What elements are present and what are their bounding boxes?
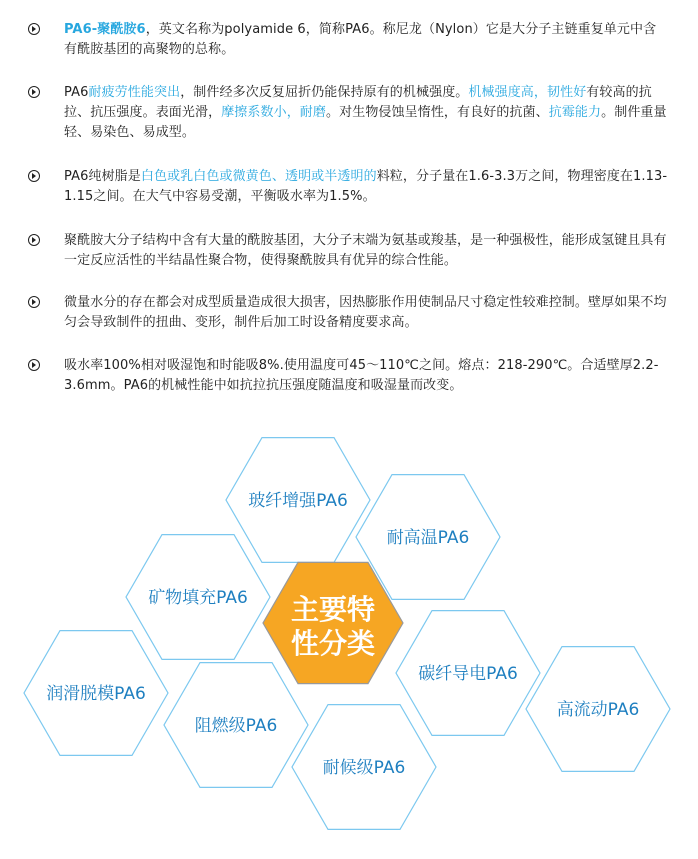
body-text: ，英文名称为polyamide 6，简称PA6。称尼龙（Nylon）它是大分子主链重复单元中含有酰胺基团的高聚物的总称。 [64,22,657,57]
list-item [28,293,668,333]
category-label: 阻燃级PA6 [194,716,278,736]
center-title-line1: 主要特 [290,593,376,626]
list-item-text [64,167,668,207]
category-label: 润滑脱模PA6 [46,684,146,704]
highlight-text: 机械强度高，韧性好 [468,85,587,100]
list-item-text [64,231,668,271]
category-label: 玻纤增强PA6 [248,491,348,511]
body-text: 吸水率100%相对吸湿饱和时能吸8%.使用温度可45～110℃之间。熔点：218-290℃。合适壁厚2.2-3.6mm。PA6的机械性能中如抗拉抗压强度随温度和吸湿量而改变。 [64,358,659,393]
circle-arrow-icon [28,296,40,308]
body-text: PA6纯树脂是 [64,169,141,184]
category-label: 耐高温PA6 [386,528,470,548]
list-item-text [64,356,668,396]
highlight-text: PA6-聚酰胺6 [64,22,146,37]
list-item [28,167,668,207]
list-item-text [64,20,668,60]
honeycomb-diagram [0,425,698,859]
circle-arrow-icon [28,359,40,371]
list-item-text [64,83,668,143]
category-label: 耐候级PA6 [322,758,406,778]
body-text: 微量水分的存在都会对成型质量造成很大损害，因热膨胀作用使制品尺寸稳定性较难控制。壁厚如果不均匀会导致制件的扭曲、变形，制件后加工时设备精度要求高。 [64,295,667,330]
highlight-text: 耐疲劳性能突出 [88,85,181,100]
circle-arrow-icon [28,234,40,246]
body-text: 聚酰胺大分子结构中含有大量的酰胺基团，大分子末端为氨基或羧基，是一种强极性，能形成氢键且具有一定反应活性的半结晶性聚合物，使得聚酰胺具有优异的综合性能。 [64,233,667,268]
list-item [28,356,668,396]
category-label: 高流动PA6 [556,700,640,720]
highlight-text: 抗霉能力 [548,105,602,120]
circle-arrow-icon [28,23,40,35]
circle-arrow-icon [28,170,40,182]
list-item-text [64,293,668,333]
list-item [28,83,668,143]
highlight-text: 摩擦系数小，耐磨 [221,105,327,120]
body-text: 料粒，分子量在1.6-3.3万之间，物理密度在1.13-1.15之间。在大气中容易受潮，平衡吸水率为1.5%。 [64,169,668,204]
highlight-text: 白色或乳白色或微黄色、透明或半透明的 [140,169,377,184]
body-text: PA6 [64,85,89,100]
list-item [28,20,668,60]
category-label: 矿物填充PA6 [148,588,248,608]
body-text: 。制件重量轻、易染色、易成型。 [64,105,667,140]
center-title-line2: 性分类 [290,627,376,660]
category-label: 碳纤导电PA6 [418,664,518,684]
body-text: ，制件经多次反复屈折仍能保持原有的机械强度。 [180,85,469,100]
body-text: 有较高的抗拉、抗压强度。表面光滑， [64,85,652,120]
list-item [28,231,668,271]
circle-arrow-icon [28,86,40,98]
body-text: 。对生物侵蚀呈惰性，有良好的抗菌、 [326,105,549,120]
